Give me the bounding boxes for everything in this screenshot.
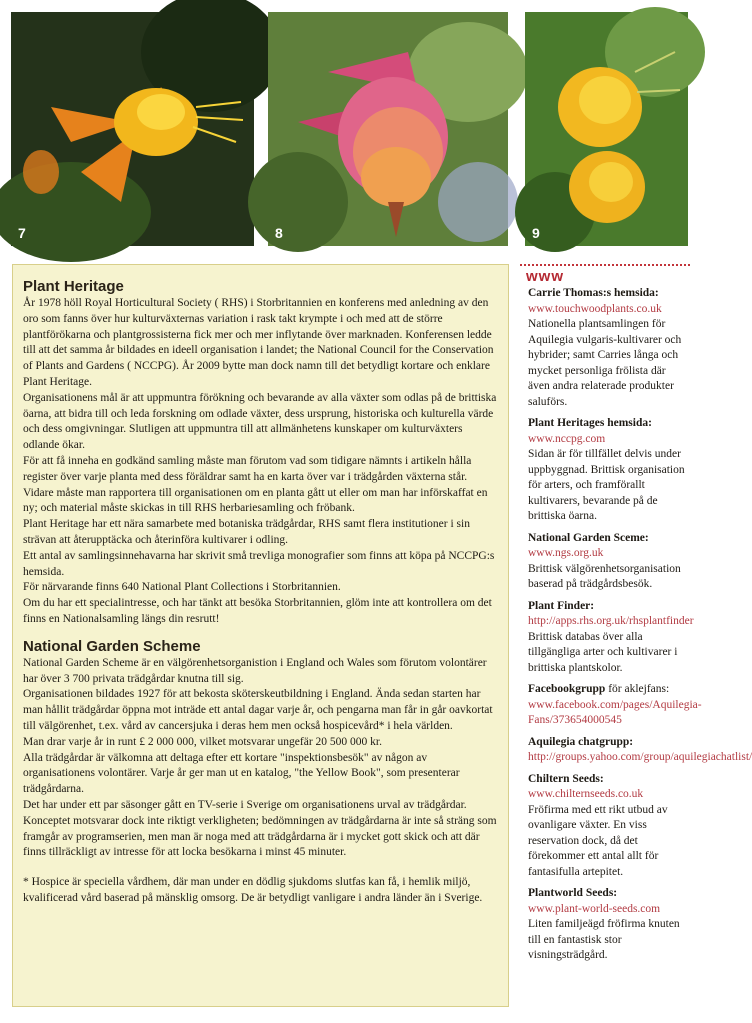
link-entry-touchwood xyxy=(528,286,690,410)
entry-link[interactable]: http://apps.rhs.org.uk/rhsplantfinder xyxy=(528,615,694,627)
www-banner xyxy=(520,262,690,286)
paragraph: National Garden Scheme är en välgörenhetsorganistion i England och Wales som förutom volontärer har över 3 700 privata trädgårdar knutna till sig. xyxy=(23,656,487,685)
link-entry-plant-finder xyxy=(528,599,694,677)
hospice-footnote: * Hospice är speciella vårdhem, där man under en dödlig sjukdoms slutfas kan få, i hemlik miljö, kvalificerad vård baserad på mänsklig omsorg. De är betydligt vanligare i andra länder än i Sverige. xyxy=(23,876,483,904)
plant-heritage-heading: Plant Heritage xyxy=(23,278,124,295)
orange-columbine-image xyxy=(11,12,254,246)
paragraph: Om du har ett specialintresse, och har tänkt att besöka Storbritannien, glöm inte att kontrollera om det finns en Nationalsamling längs din resrutt! xyxy=(23,597,492,625)
entry-title: Plant Heritages hemsida: xyxy=(528,417,652,429)
entry-link[interactable]: www.facebook.com/pages/Aquilegia-Fans/373654000545 xyxy=(528,698,702,726)
paragraph: Alla trädgårdar är välkomna att deltaga efter ett kortare "inspektionsbesök" av någon av organisationens volontärer. Varje år ger man ut en katalog, "the Yellow Book", som presenterar trädgårdarna. xyxy=(23,751,460,796)
photo-yellow-columbine xyxy=(525,12,688,246)
links-sidebar xyxy=(520,262,752,1012)
entry-description: Brittisk välgörenhetsorganisation baserad på trädgårdsbesök. xyxy=(528,562,681,590)
link-entry-facebook xyxy=(528,682,702,729)
paragraph: Plant Heritage har ett nära samarbete med botaniska trädgårdar, RHS samt flera institutioner i sin strävan att återupptäcka och återinföra kultivarer i odling. xyxy=(23,518,470,546)
paragraph: Ett antal av samlingsinnehavarna har skrivit små trevliga monografier som finns att köpa på NCCPG:s hemsida. xyxy=(23,549,495,578)
paragraph: Man drar varje år in runt £ 2 000 000, vilket motsvarar ungefär 20 500 000 kr. xyxy=(23,735,382,748)
paragraph: År 1978 höll Royal Horticultural Society ( RHS) i Storbritannien en konferens med anledning av den oro som fanns över hur kulturväxternas variation i rask takt krympte i och med att de större plantförökarna och plantgrossisterna fick mer och mer inflytande över marknaden. Konferensen ledde till att det samma år bildades en ideell organisation i landet; the National Council for the Conservation of Plants and Gardens ( NCCPG). År 2009 bytte man dock namn till det betydligt kortare och enklare Plant Heritage. xyxy=(23,297,494,388)
photo-pink-columbine xyxy=(268,12,508,246)
link-entry-nccpg xyxy=(528,416,690,525)
entry-description: Brittisk databas över alla tillgängliga arter och kultivarer i brittiska plantskolor. xyxy=(528,630,678,674)
paragraph: Organisationen bildades 1927 för att bekosta sköterskeutbildning i England. Ända sedan starten har man hållit trädgårdar öppna mot inträde ett antal dagar varje år, och pengarna man får in går oavkortat till välgörenhet, t.ex. vård av cancersjuka i deras hem men också hospicevård* i hela världen. xyxy=(23,688,493,732)
entry-link[interactable]: www.ngs.org.uk xyxy=(528,547,604,559)
entry-description: Fröfirma med ett rikt utbud av ovanligare växter. En viss reservation dock, då det förekommer ett antal allt för fantasifulla artepitet. xyxy=(528,803,668,878)
photo-number: 9 xyxy=(532,225,540,241)
entry-title: Aquilegia chatgrupp: xyxy=(528,735,634,748)
link-entry-chiltern xyxy=(528,772,690,881)
paragraph: Det har under ett par säsonger gått en TV-serie i Sverige om organisationens urval av trädgårdar. Konceptet motsvarar dock inte riktigt verkligheten; bedömningen av trädgårdarna är inte så sträng som framgår av programserien, men man är noga med att trädgårdarna är i mycket gott skick och att där finns tillräckligt av intresse för att locka besökarna i minst 45 minuter. xyxy=(23,798,497,859)
entry-link[interactable]: www.chilternseeds.co.uk xyxy=(528,788,644,800)
entry-link[interactable]: www.nccpg.com xyxy=(528,432,606,445)
entry-title: Plantworld Seeds: xyxy=(528,887,618,899)
entry-link[interactable]: www.plant-world-seeds.com xyxy=(528,902,661,915)
photo-number: 8 xyxy=(275,225,283,241)
entry-title: Facebookgrupp xyxy=(528,683,606,695)
paragraph: Vidare måste man rapportera till organisationen om en planta gått ut eller om man har införskaffat en ny; och material måste skickas in till RHS herbariesamling och fröbank. xyxy=(23,486,488,515)
link-entry-ngs xyxy=(528,531,690,593)
paragraph: För närvarande finns 640 National Plant Collections i Storbritannien. xyxy=(23,581,341,594)
photo-number: 7 xyxy=(18,225,26,241)
national-garden-scheme-heading: National Garden Scheme xyxy=(23,637,201,655)
yellow-columbine-image xyxy=(525,12,688,246)
entry-title: Plant Finder: xyxy=(528,599,595,612)
photo-orange-columbine xyxy=(11,12,254,246)
pink-columbine-image xyxy=(268,12,508,246)
paragraph: Organisationens mål är att uppmuntra förökning och bevarande av alla växter som odlas på de brittiska öarna, att bidra till och leda forskning om odlade växter, dess ursprung, historiska och kulturella värde och dess omgivningar. Slutligen att uppmuntra till att allmänhetens kunskaper om kulturväxters odlande ökar. xyxy=(23,391,497,452)
entry-description: Liten familjeägd fröfirma knuten till en fantastisk stor visningsträdgård. xyxy=(528,918,680,961)
article-box xyxy=(12,264,509,1007)
entry-title: National Garden Sceme: xyxy=(528,531,649,544)
entry-description: Nationella plantsamlingen för Aquilegia vulgaris-kultivarer och hybrider; samt Carries långa och mycket personliga frölista där även andra relaterade produkter saluförs. xyxy=(528,318,682,408)
link-entry-chatgroup xyxy=(528,735,752,766)
entry-link[interactable]: www.touchwoodplants.co.uk xyxy=(528,302,662,315)
paragraph: För att få inneha en godkänd samling måste man förutom vad som tidigare nämnts i artikeln hålla register över varje planta med dess föräldrar samt ha en karta över var i trädgården växterna står. xyxy=(23,454,472,483)
www-heading: www xyxy=(526,269,570,285)
entry-title: Carrie Thomas:s hemsida: xyxy=(528,287,659,299)
link-entry-plantworld xyxy=(528,886,690,964)
entry-description: Sidan är för tillfället delvis under uppbyggnad. Brittisk organisation för arters, och framförallt kultivarers, bevarande på de brittiska öarna. xyxy=(528,448,685,522)
entry-title: Chiltern Seeds: xyxy=(528,772,604,785)
entry-link[interactable]: http://groups.yahoo.com/group/aquilegiachatlist/ xyxy=(528,751,752,763)
entry-title-rest: för aklejfans: xyxy=(608,683,670,695)
